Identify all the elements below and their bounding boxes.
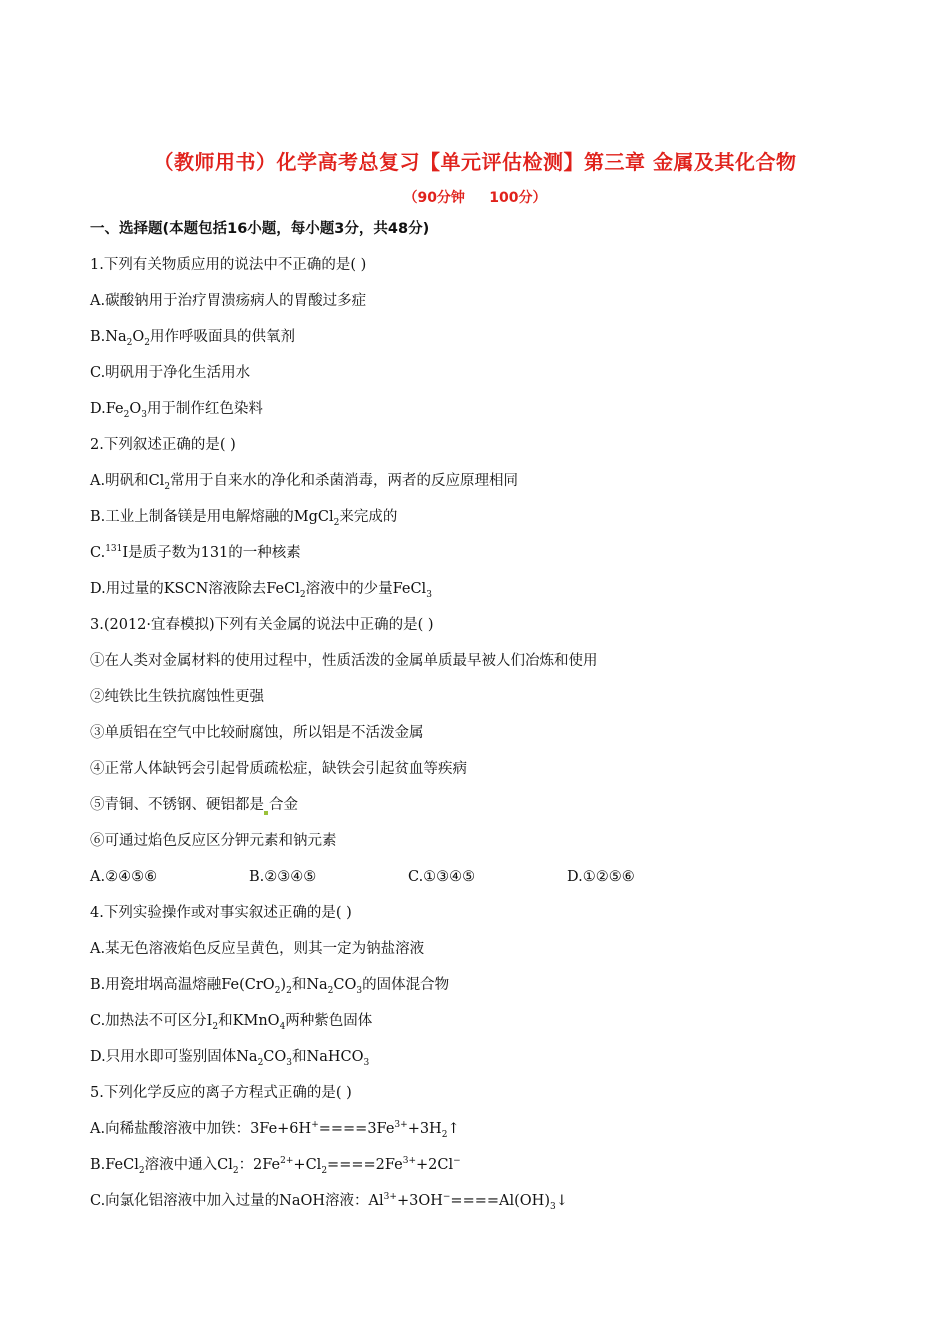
q4-option-c: C.加热法不可区分$I_2$和KMnO$_4$两种紫色固体 bbox=[90, 1013, 373, 1032]
q4-option-a: A.某无色溶液焰色反应呈黄色，则其一定为钠盐溶液 bbox=[90, 941, 425, 957]
stray-mark bbox=[264, 811, 268, 815]
q4-option-d: D.只用水即可鉴别固体$Na_2CO_3$和NaHCO$_3$ bbox=[90, 1049, 370, 1068]
q3-option-b: B.②③④⑤ bbox=[249, 869, 317, 885]
q3-statement-4: ④正常人体缺钙会引起骨质疏松症，缺铁会引起贫血等疾病 bbox=[90, 761, 467, 777]
q3-statement-5: ⑤青铜、不锈钢、硬铝都是 合金 bbox=[90, 797, 298, 813]
q3-option-c: C.①③④⑤ bbox=[408, 869, 476, 885]
q3-options bbox=[90, 866, 890, 902]
q3-option-a: A.②④⑤⑥ bbox=[90, 869, 158, 885]
q5-stem: 5.下列化学反应的离子方程式正确的是( ) bbox=[90, 1085, 352, 1101]
q2-stem: 2.下列叙述正确的是( ) bbox=[90, 437, 236, 453]
q2-option-d: D.用过量的KSCN溶液除去FeCl$_2$溶液中的少量FeCl$_3$ bbox=[90, 581, 432, 600]
q2-option-a: A.明矾和$Cl_2$常用于自来水的净化和杀菌消毒，两者的反应原理相同 bbox=[90, 473, 519, 492]
document-body bbox=[90, 218, 890, 1226]
q3-statement-2: ②纯铁比生铁抗腐蚀性更强 bbox=[90, 689, 264, 705]
q1-option-b: $B.Na_2O_2$用作呼吸面具的供氧剂 bbox=[90, 329, 295, 348]
q5-option-b: B.FeCl$_2$溶液中通入$Cl_2$：$2Fe^{2+}+Cl_2====2Fe^{3+}+2Cl^-$ bbox=[90, 1156, 461, 1176]
q4-stem: 4.下列实验操作或对事实叙述正确的是( ) bbox=[90, 905, 352, 921]
q3-statement-3: ③单质铝在空气中比较耐腐蚀，所以铝是不活泼金属 bbox=[90, 725, 424, 741]
q1-option-d: $D.Fe_2O_3$用于制作红色染料 bbox=[90, 401, 263, 420]
q1-stem: 1.下列有关物质应用的说法中不正确的是( ) bbox=[90, 257, 367, 273]
document-title: （教师用书）化学高考总复习【单元评估检测】第三章 金属及其化合物 bbox=[153, 150, 797, 174]
q3-statement-6: ⑥可通过焰色反应区分钾元素和钠元素 bbox=[90, 833, 337, 849]
q2-option-c: C.$^{131}$I是质子数为131的一种核素 bbox=[90, 544, 301, 561]
q2-option-b: B.工业上制备镁是用电解熔融的MgCl$_2$来完成的 bbox=[90, 509, 398, 528]
q4-option-b: B.用瓷坩埚高温熔融$Fe(CrO_2)_2$和$Na_2CO_3$的固体混合物 bbox=[90, 977, 450, 996]
q3-statement-1: ①在人类对金属材料的使用过程中，性质活泼的金属单质最早被人们冶炼和使用 bbox=[90, 653, 598, 669]
q5-option-a: A.向稀盐酸溶液中加铁：$3Fe+6H^+====3Fe^{3+}+3H_2↑$ bbox=[90, 1120, 460, 1140]
document-subtitle: （90分钟 100分） bbox=[403, 190, 547, 206]
q3-option-d: D.①②⑤⑥ bbox=[567, 869, 635, 885]
section-heading: 一、选择题(本题包括16小题，每小题3分，共48分) bbox=[90, 221, 430, 237]
q3-stem: 3.(2012·宜春模拟)下列有关金属的说法中正确的是( ) bbox=[90, 617, 434, 633]
q1-option-c: C.明矾用于净化生活用水 bbox=[90, 365, 251, 381]
q1-option-a: A.碳酸钠用于治疗胃溃疡病人的胃酸过多症 bbox=[90, 293, 367, 309]
q5-option-c: C.向氯化铝溶液中加入过量的NaOH溶液：$Al^{3+}+3OH^-====Al(OH)_3↓$ bbox=[90, 1192, 568, 1212]
